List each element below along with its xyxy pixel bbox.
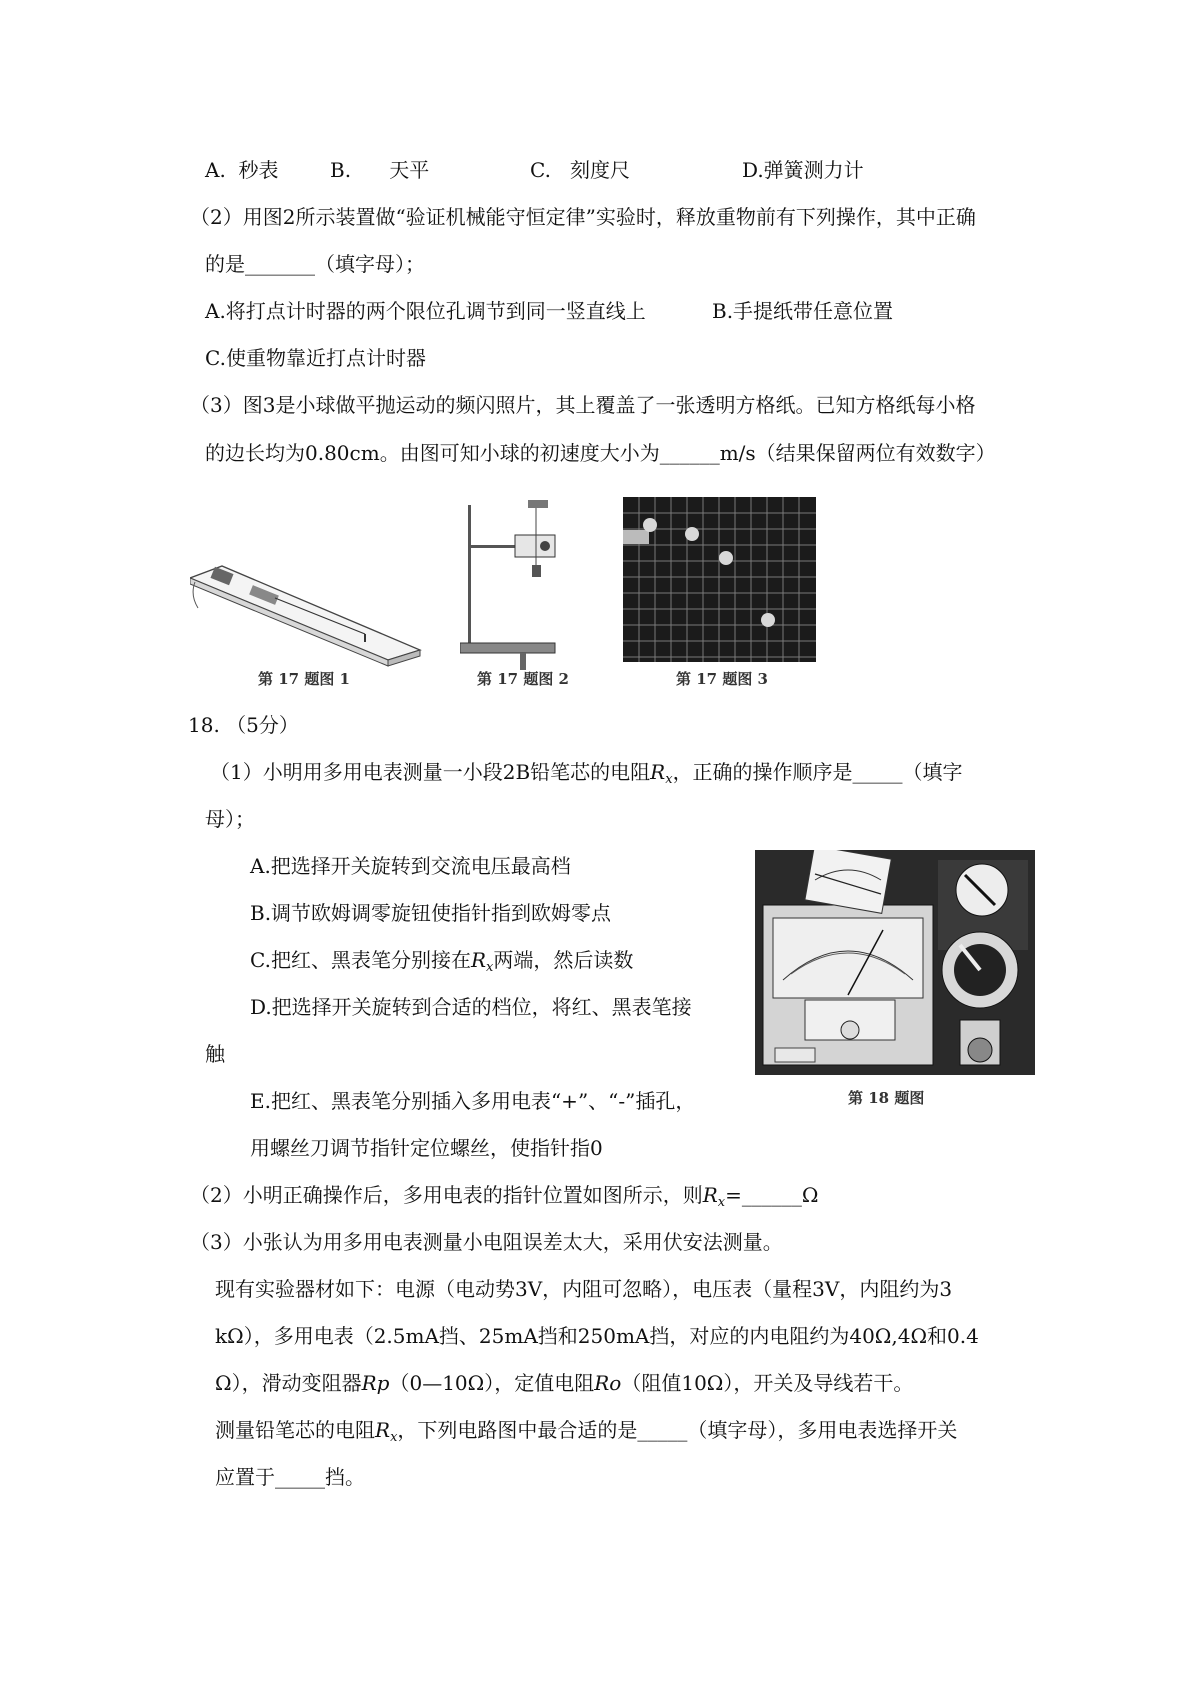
option-a-text: 秒表 (238, 158, 279, 182)
figure-17-3 (623, 497, 816, 662)
figure-17-2 (460, 495, 590, 670)
figure-17-3-caption: 第 17 题图 3 (676, 670, 768, 688)
figure-17-2-caption: 第 17 题图 2 (477, 670, 569, 688)
figure-17-1-caption: 第 17 题图 1 (258, 670, 350, 688)
q17-2-option-b: B.手提纸带任意位置 (712, 299, 894, 323)
q17-3-line1: （3）图3是小球做平抛运动的频闪照片，其上覆盖了一张透明方格纸。已知方格纸每小格 (190, 393, 976, 417)
q17-2-line1: （2）用图2所示装置做“验证机械能守恒定律”实验时，释放重物前有下列操作，其中正确 (190, 205, 976, 229)
q17-option-a (205, 156, 279, 184)
figure-17-1 (190, 560, 430, 670)
q18-2-line: （2）小明正确操作后，多用电表的指针位置如图所示，则$R_x=\_\_\_\_\_\_\Omega$ (190, 1183, 819, 1210)
option-c-label: C. (530, 158, 551, 182)
q17-option-b (330, 156, 429, 184)
option-b-label: B. (330, 158, 352, 182)
q18-3-line3: Ω），滑动变阻器Rp（0—10Ω），定值电阻Ro（阻值10Ω），开关及导线若干。 (215, 1371, 914, 1395)
q18-3-line5: 应置于_____挡。 (215, 1465, 365, 1489)
q18-option-e-line1: E.把红、黑表笔分别插入多用电表“+”、“-”插孔， (250, 1089, 696, 1113)
q18-option-b: B.调节欧姆调零旋钮使指针指到欧姆零点 (250, 901, 612, 925)
q18-option-d-line1: D.把选择开关旋转到合适的档位，将红、黑表笔接 (250, 995, 692, 1019)
q17-2-option-c: C.使重物靠近打点计时器 (205, 346, 426, 370)
q18-3-line1: 现有实验器材如下：电源（电动势3V，内阻可忽略），电压表（量程3V，内阻约为3 (215, 1277, 953, 1301)
q18-option-e-line2: 用螺丝刀调节指针定位螺丝，使指针指0 (250, 1136, 603, 1160)
q17-2-option-a: A.将打点计时器的两个限位孔调节到同一竖直线上 (205, 299, 646, 323)
q17-option-d: D.弹簧测力计 (742, 158, 864, 182)
option-a-label: A. (205, 158, 226, 182)
q18-1-line1: （1）小明用多用电表测量一小段2B铅笔芯的电阻$R_x$，正确的操作顺序是_____（填字 (210, 760, 963, 787)
q18-3-intro: （3）小张认为用多用电表测量小电阻误差太大，采用伏安法测量。 (190, 1230, 783, 1254)
q17-2-line2: 的是_______（填字母）； (205, 252, 425, 276)
q17-option-c (530, 156, 630, 184)
q18-3-line2: kΩ），多用电表（2.5mA挡、25mA挡和250mA挡，对应的内电阻约为40Ω,4Ω和0.4 (215, 1324, 979, 1348)
q18-3-line4: 测量铅笔芯的电阻$R_x$，下列电路图中最合适的是_____（填字母），多用电表选择开关 (215, 1418, 958, 1445)
option-b-text: 天平 (389, 158, 430, 182)
q18-option-a: A.把选择开关旋转到交流电压最高档 (250, 854, 571, 878)
q17-3-line2: 的边长均为0.80cm。由图可知小球的初速度大小为______m/s（结果保留两位有效数字） (205, 441, 996, 465)
q18-1-line2: 母）； (205, 807, 255, 831)
option-c-text: 刻度尺 (570, 158, 631, 182)
q18-header: 18. （5分） (188, 713, 299, 737)
q18-option-d-line2: 触 (205, 1042, 225, 1066)
figure-18-caption: 第 18 题图 (848, 1089, 925, 1107)
figure-18-multimeter (755, 850, 1035, 1075)
q18-option-c: C.把红、黑表笔分别接在$R_x$两端，然后读数 (250, 948, 634, 975)
